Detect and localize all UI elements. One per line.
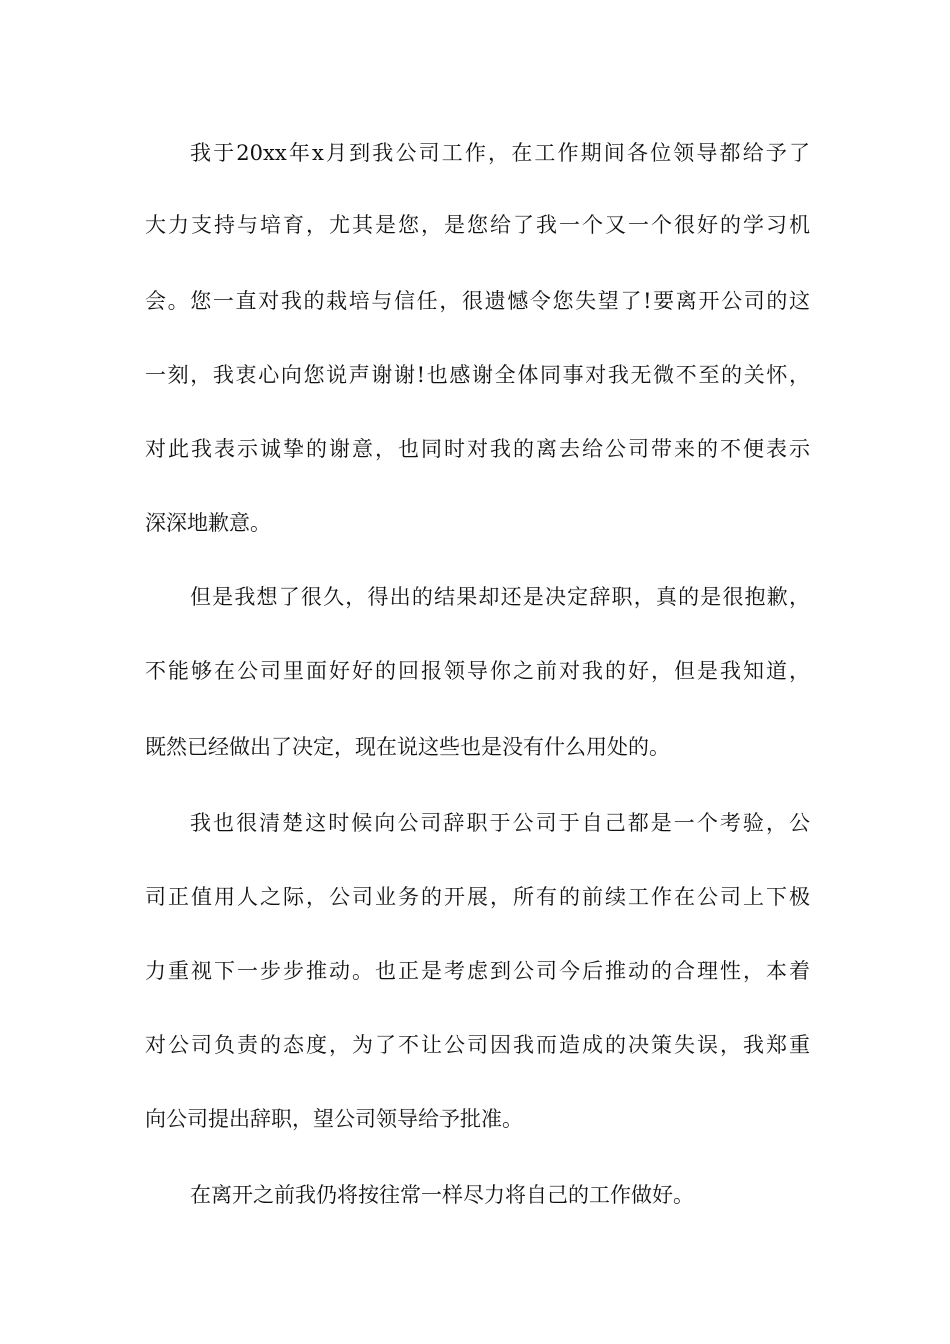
paragraph-2-line-3: 既然已经做出了决定，现在说这些也是没有什么用处的。	[145, 735, 670, 759]
paragraph-1-line-5: 对此我表示诚挚的谢意，也同时对我的离去给公司带来的不便表示	[145, 437, 810, 461]
paragraph-4-line-1: 在离开之前我仍将按往常一样尽力将自己的工作做好。	[190, 1183, 694, 1207]
paragraph-3-line-2: 司正值用人之际，公司业务的开展，所有的前续工作在公司上下极	[145, 885, 810, 909]
paragraph-1-line-6: 深深地歉意。	[145, 511, 271, 535]
paragraph-1-line-2: 大力支持与培育，尤其是您，是您给了我一个又一个很好的学习机	[145, 213, 810, 237]
paragraph-2-line-1: 但是我想了很久，得出的结果却还是决定辞职，真的是很抱歉，	[190, 585, 810, 609]
paragraph-3-line-5: 向公司提出辞职，望公司领导给予批准。	[145, 1107, 523, 1131]
paragraph-2-line-2: 不能够在公司里面好好的回报领导你之前对我的好，但是我知道，	[145, 659, 810, 683]
paragraph-3-line-1: 我也很清楚这时候向公司辞职于公司于自己都是一个考验，公	[190, 811, 810, 835]
paragraph-3-line-3: 力重视下一步步推动。也正是考虑到公司今后推动的合理性，本着	[145, 959, 810, 983]
paragraph-3-line-4: 对公司负责的态度，为了不让公司因我而造成的决策失误，我郑重	[145, 1033, 810, 1057]
paragraph-1-line-1: 我于20xx年x月到我公司工作，在工作期间各位领导都给予了	[190, 141, 810, 165]
paragraph-1-line-4: 一刻，我衷心向您说声谢谢!也感谢全体同事对我无微不至的关怀，	[145, 363, 810, 387]
paragraph-1-line-3: 会。您一直对我的栽培与信任，很遗憾令您失望了!要离开公司的这	[145, 289, 810, 313]
